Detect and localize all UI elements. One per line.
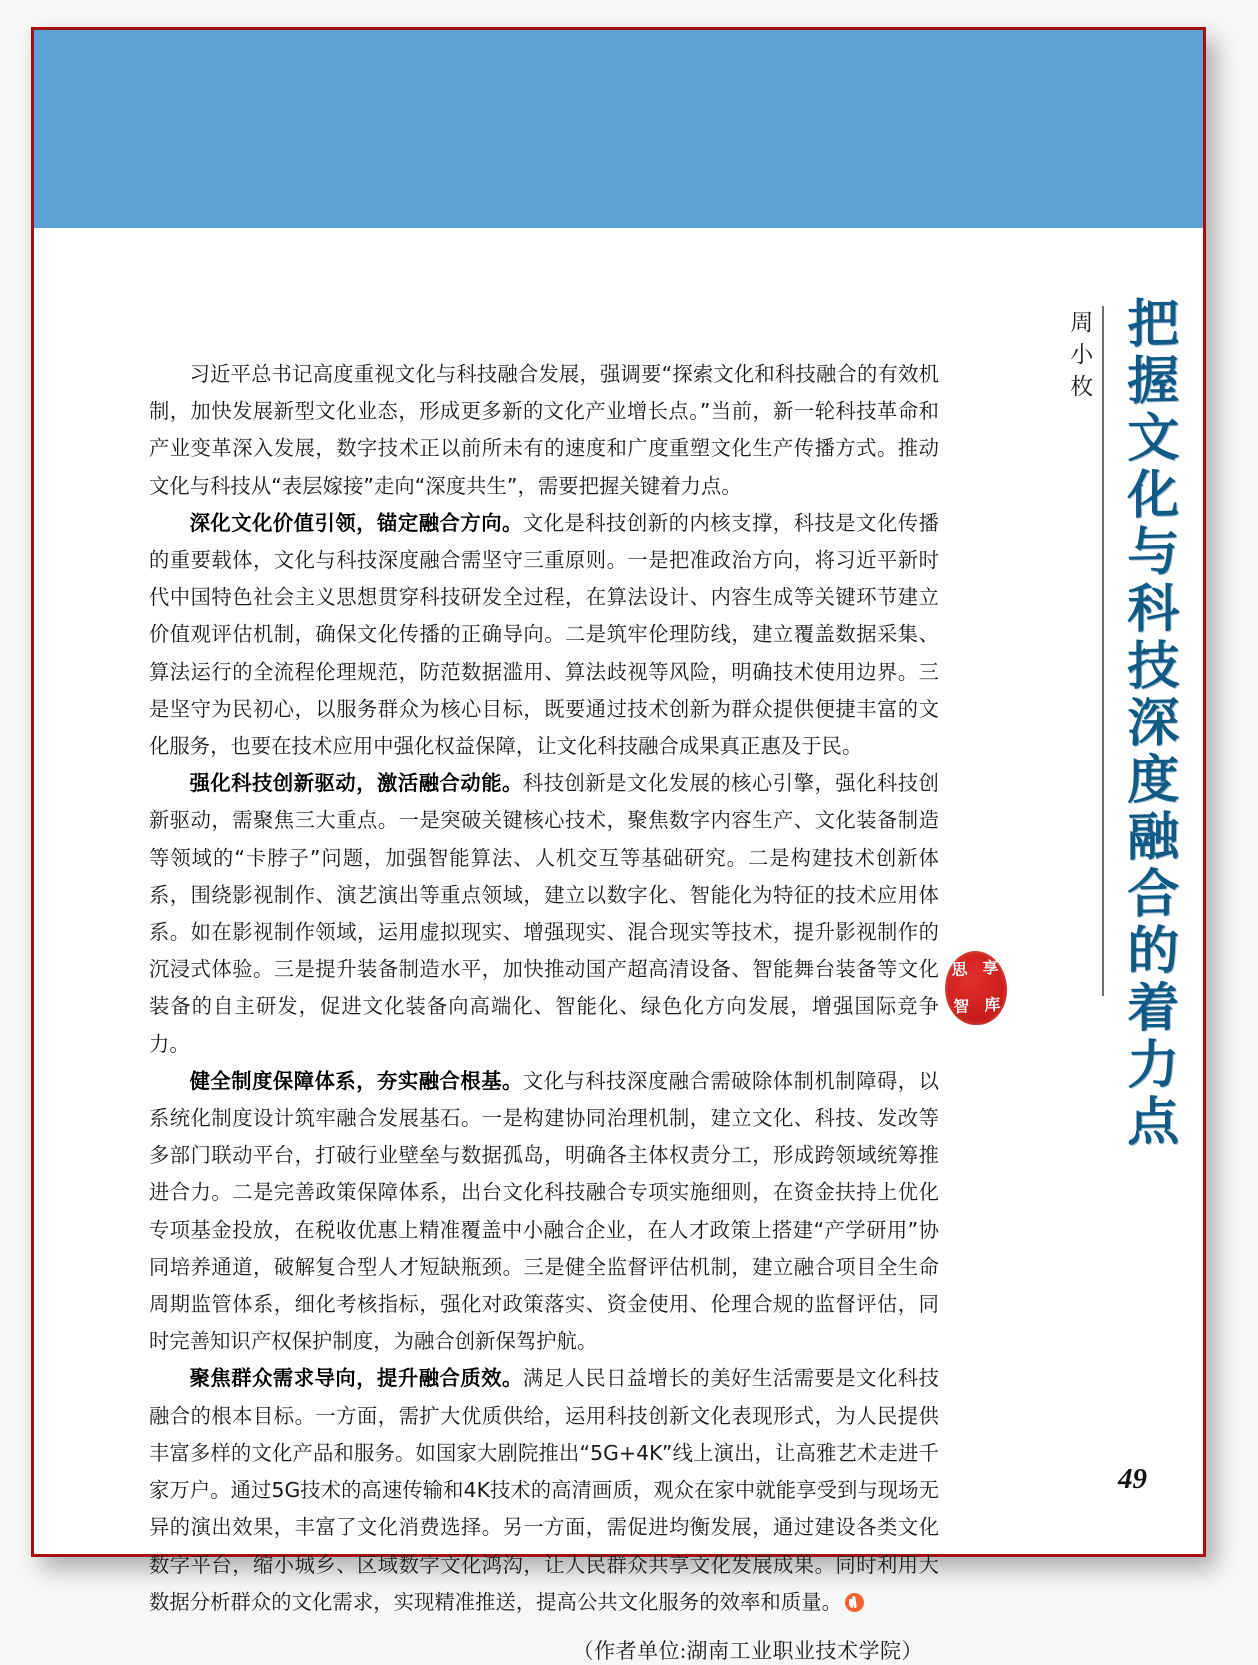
page-number: 49 [1118,1463,1147,1495]
paragraph-text: 文化与科技深度融合需破除体制机制障碍，以系统化制度设计筑牢融合发展基石。一是构建协同治理机制，建立文化、科技、发改等多部门联动平台，打破行业壁垒与数据孤岛，明确各主体权责分工，形成跨领域统筹推进合力。二是完善政策保障体系，出台文化科技融合专项实施细则，在资金扶持上优化专项基金投放，在税收优惠上精准覆盖中小融合企业，在人才政策上搭建“产学研用”协同培养通道，破解复合型人才短缺瓶颈。三是健全监督评估机制，建立融合项目全生命周期监管体系，细化考核指标，强化对政策落实、资金使用、伦理合规的监督评估，同时完善知识产权保护制度，为融合创新保驾护航。 [149,1068,939,1354]
paragraph-lead: 强化科技创新驱动，激活融合动能。 [189,771,523,796]
article-body [149,356,939,1665]
title-block [947,296,1177,1316]
seal-char-2: 享 [982,959,999,978]
page-content [34,228,1203,1663]
paragraph [149,1063,939,1361]
paragraph-lead: 聚焦群众需求导向，提升融合质效。 [189,1366,523,1391]
paragraph-lead: 深化文化价值引领，锚定融合方向。 [189,510,523,535]
author-name: 周小枚 [1067,310,1093,406]
seal-char-1: 思 [951,960,968,979]
page-title: 把握文化与科技深度融合的着力点 [1118,295,1178,1152]
header-color-band [34,30,1203,228]
paragraph [149,765,939,1063]
end-of-article-icon [845,1593,864,1612]
paragraph-text: 满足人民日益增长的美好生活需要是文化科技融合的根本目标。一方面，需扩大优质供给，运用科技创新文化表现形式，为人民提供丰富多样的文化产品和服务。如国家大剧院推出“5G+4K”线上演出，让高雅艺术走进千家万户。通过5G技术的高速传输和4K技术的高清画质，观众在家中就能享受到与现场无异的演出效果，丰富了文化消费选择。另一方面，需促进均衡发展，通过建设各类文化数字平台，缩小城乡、区域数字文化鸿沟，让人民群众共享文化发展成果。同时利用大数据分析群众的文化需求，实现精准推送，提高公共文化服务的效率和质量。 [149,1366,939,1614]
seal-char-3: 智 [953,997,970,1016]
seal-char-4: 库 [983,996,1001,1015]
paragraph-lead: 健全制度保障体系，夯实融合根基。 [189,1068,523,1093]
paragraph [149,1360,939,1620]
author-affiliation: （作者单位:湖南工业职业技术学院） [572,1638,923,1663]
paragraph-text: 习近平总书记高度重视文化与科技融合发展，强调要“探索文化和科技融合的有效机制，加快发展新型文化业态，形成更多新的文化产业增长点。”当前，新一轮科技革命和产业变革深入发展，数字技术正以前所未有的速度和广度重塑文化生产传播方式。推动文化与科技从“表层嫁接”走向“深度共生”，需要把握关键着力点。 [149,362,939,498]
paragraph [149,505,939,765]
paragraph-text: 文化是科技创新的内核支撑，科技是文化传播的重要载体，文化与科技深度融合需坚守三重原则。一是把准政治方向，将习近平新时代中国特色社会主义思想贯穿科技研发全过程，在算法设计、内容生成等关键环节建立价值观评估机制，确保文化传播的正确导向。二是筑牢伦理防线，建立覆盖数据采集、算法运行的全流程伦理规范，防范数据滥用、算法歧视等风险，明确技术使用边界。三是坚守为民初心，以服务群众为核心目标，既要通过技术创新为群众提供便捷丰富的文化服务，也要在技术应用中强化权益保障，让文化科技融合成果真正惠及于民。 [149,510,939,759]
paragraph-text: 科技创新是文化发展的核心引擎，强化科技创新驱动，需聚焦三大重点。一是突破关键核心技术，聚焦数字内容生产、文化装备制造等领域的“卡脖子”问题，加强智能算法、人机交互等基础研究。二是构建技术创新体系，围绕影视制作、演艺演出等重点领域，建立以数字化、智能化为特征的技术应用体系。如在影视制作领域，运用虚拟现实、增强现实、混合现实等技术，提升影视制作的沉浸式体验。三是提升装备制造水平，加快推动国产超高清设备、智能舞台装备等文化装备的自主研发，促进文化装备向高端化、智能化、绿色化方向发展，增强国际竞争力。 [149,771,939,1056]
magazine-page [31,27,1206,1663]
title-divider-rule [1102,306,1104,996]
paragraph [149,356,939,505]
